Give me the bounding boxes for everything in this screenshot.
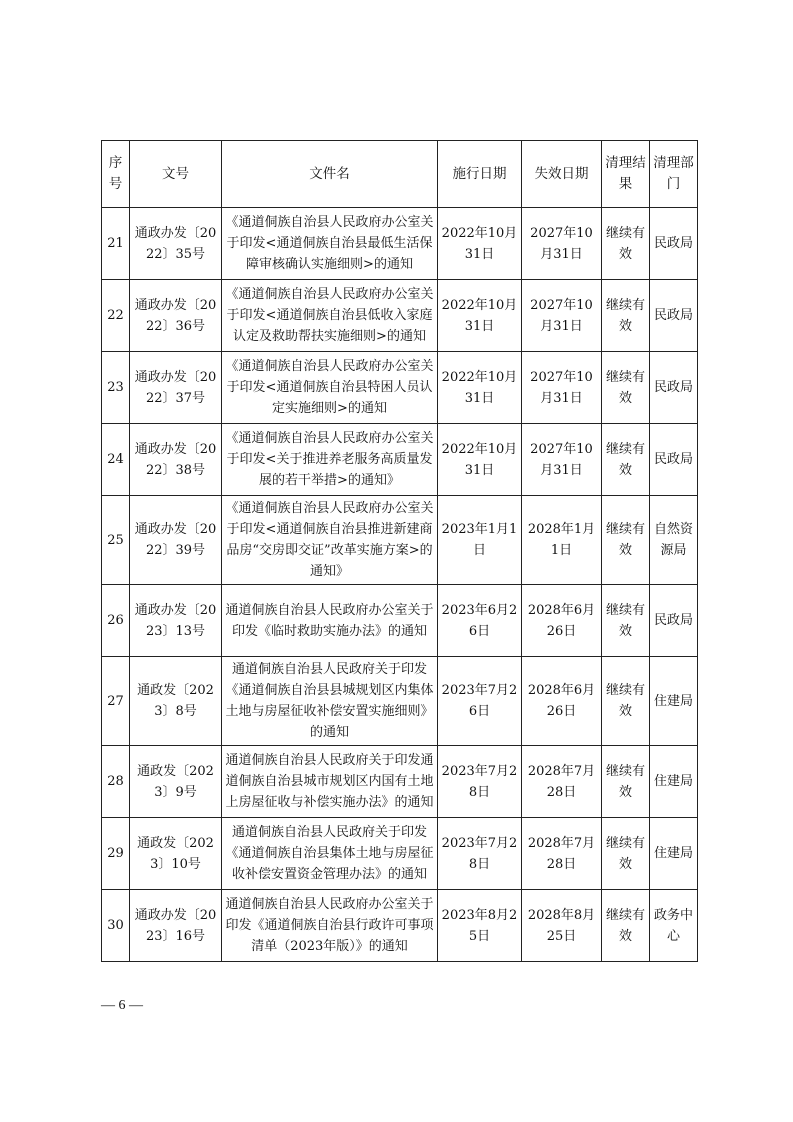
cell-seq: 24 [102, 424, 130, 496]
cell-title: 通道侗族自治县人民政府关于印发《通道侗族自治县县城规划区内集体土地与房屋征收补偿安置实施细则》的通知 [222, 657, 438, 746]
cell-department: 住建局 [650, 746, 698, 818]
cell-result: 继续有效 [602, 585, 650, 657]
cell-effective-date: 2022年10月31日 [438, 208, 522, 280]
table-row [102, 818, 698, 890]
cell-department: 自然资源局 [650, 496, 698, 585]
cell-doc-no: 通政办发〔2022〕37号 [130, 352, 222, 424]
table-row [102, 208, 698, 280]
cell-department: 民政局 [650, 352, 698, 424]
cell-expiry-date: 2028年7月28日 [522, 818, 602, 890]
cell-seq: 23 [102, 352, 130, 424]
cell-seq: 30 [102, 890, 130, 962]
cell-effective-date: 2023年6月26日 [438, 585, 522, 657]
cell-result: 继续有效 [602, 496, 650, 585]
cell-result: 继续有效 [602, 657, 650, 746]
cell-effective-date: 2023年7月28日 [438, 746, 522, 818]
cell-department: 民政局 [650, 585, 698, 657]
cell-title: 《通道侗族自治县人民政府办公室关于印发<通道侗族自治县最低生活保障审核确认实施细则>的通知 [222, 208, 438, 280]
header-title: 文件名 [222, 141, 438, 208]
cell-seq: 28 [102, 746, 130, 818]
cell-result: 继续有效 [602, 890, 650, 962]
cell-result: 继续有效 [602, 424, 650, 496]
cell-expiry-date: 2028年6月26日 [522, 657, 602, 746]
cell-expiry-date: 2028年7月28日 [522, 746, 602, 818]
cell-title: 通道侗族自治县人民政府办公室关于印发《通道侗族自治县行政许可事项清单（2023年版）》的通知 [222, 890, 438, 962]
cell-department: 政务中心 [650, 890, 698, 962]
cell-expiry-date: 2027年10月31日 [522, 280, 602, 352]
header-department: 清理部门 [650, 141, 698, 208]
cell-expiry-date: 2027年10月31日 [522, 352, 602, 424]
document-table [101, 140, 698, 962]
table-header-row [102, 141, 698, 208]
cell-result: 继续有效 [602, 818, 650, 890]
cell-effective-date: 2022年10月31日 [438, 424, 522, 496]
table-row [102, 496, 698, 585]
cell-department: 民政局 [650, 208, 698, 280]
cell-expiry-date: 2028年6月26日 [522, 585, 602, 657]
cell-seq: 25 [102, 496, 130, 585]
cell-department: 民政局 [650, 280, 698, 352]
cell-expiry-date: 2027年10月31日 [522, 208, 602, 280]
cell-doc-no: 通政办发〔2022〕38号 [130, 424, 222, 496]
header-expiry-date: 失效日期 [522, 141, 602, 208]
cell-effective-date: 2023年1月1日 [438, 496, 522, 585]
header-result: 清理结果 [602, 141, 650, 208]
cell-effective-date: 2022年10月31日 [438, 280, 522, 352]
table-row [102, 657, 698, 746]
cell-doc-no: 通政办发〔2022〕39号 [130, 496, 222, 585]
cell-title: 《通道侗族自治县人民政府办公室关于印发<通道侗族自治县低收入家庭认定及救助帮扶实施细则>的通知 [222, 280, 438, 352]
cell-effective-date: 2023年8月25日 [438, 890, 522, 962]
cell-department: 住建局 [650, 818, 698, 890]
cell-title: 《通道侗族自治县人民政府办公室关于印发<关于推进养老服务高质量发展的若干举措>的通知》 [222, 424, 438, 496]
cell-doc-no: 通政发〔2023〕10号 [130, 818, 222, 890]
page-number: — 6 — [101, 998, 143, 1013]
cell-seq: 27 [102, 657, 130, 746]
cell-doc-no: 通政办发〔2022〕36号 [130, 280, 222, 352]
cell-expiry-date: 2028年1月1日 [522, 496, 602, 585]
cell-title: 《通道侗族自治县人民政府办公室关于印发<通道侗族自治县特困人员认定实施细则>的通知 [222, 352, 438, 424]
table-row [102, 424, 698, 496]
cell-effective-date: 2023年7月26日 [438, 657, 522, 746]
cell-department: 住建局 [650, 657, 698, 746]
cell-doc-no: 通政发〔2023〕9号 [130, 746, 222, 818]
table-row [102, 280, 698, 352]
cell-result: 继续有效 [602, 352, 650, 424]
cell-expiry-date: 2027年10月31日 [522, 424, 602, 496]
cell-effective-date: 2023年7月28日 [438, 818, 522, 890]
table-row [102, 890, 698, 962]
cell-title: 《通道侗族自治县人民政府办公室关于印发<通道侗族自治县推进新建商品房“交房即交证”改革实施方案>的通知》 [222, 496, 438, 585]
cell-result: 继续有效 [602, 746, 650, 818]
table-row [102, 746, 698, 818]
cell-result: 继续有效 [602, 208, 650, 280]
cell-seq: 21 [102, 208, 130, 280]
cell-title: 通道侗族自治县人民政府关于印发通道侗族自治县城市规划区内国有土地上房屋征收与补偿实施办法》的通知 [222, 746, 438, 818]
cell-title: 通道侗族自治县人民政府办公室关于印发《临时救助实施办法》的通知 [222, 585, 438, 657]
header-seq: 序号 [102, 141, 130, 208]
table-body [102, 208, 698, 962]
cell-doc-no: 通政发〔2023〕8号 [130, 657, 222, 746]
header-doc-no: 文号 [130, 141, 222, 208]
header-effective-date: 施行日期 [438, 141, 522, 208]
cell-effective-date: 2022年10月31日 [438, 352, 522, 424]
cell-doc-no: 通政办发〔2023〕13号 [130, 585, 222, 657]
cell-doc-no: 通政办发〔2022〕35号 [130, 208, 222, 280]
cell-result: 继续有效 [602, 280, 650, 352]
table-row [102, 352, 698, 424]
cell-seq: 26 [102, 585, 130, 657]
cell-expiry-date: 2028年8月25日 [522, 890, 602, 962]
cell-title: 通道侗族自治县人民政府关于印发《通道侗族自治县集体土地与房屋征收补偿安置资金管理办法》的通知 [222, 818, 438, 890]
table-row [102, 585, 698, 657]
cell-seq: 22 [102, 280, 130, 352]
cell-department: 民政局 [650, 424, 698, 496]
cell-seq: 29 [102, 818, 130, 890]
cell-doc-no: 通政办发〔2023〕16号 [130, 890, 222, 962]
